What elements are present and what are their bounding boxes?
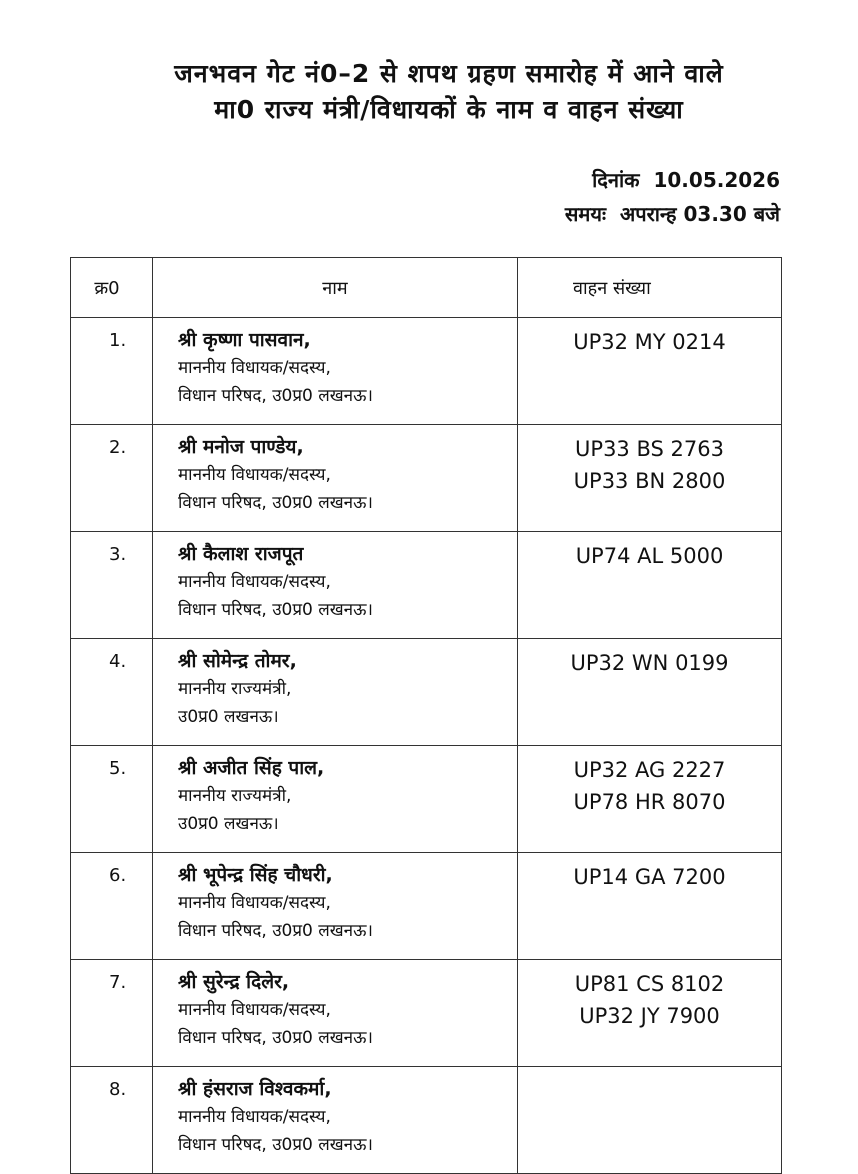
date-label: दिनांक bbox=[592, 168, 640, 192]
person-name: श्री कृष्णा पासवान, bbox=[178, 329, 311, 351]
serial-number-cell: 6. bbox=[71, 853, 153, 960]
document-title-line-1: जनभवन गेट नं0–2 से शपथ ग्रहण समारोह में आने वाले bbox=[174, 59, 724, 88]
office-location: विधान परिषद, उ0प्र0 लखनऊ। bbox=[178, 921, 373, 941]
vehicle-list-table bbox=[70, 257, 782, 1174]
designation: माननीय विधायक/सदस्य, bbox=[178, 358, 331, 378]
table-row bbox=[71, 639, 782, 746]
header-vehicle-number: वाहन संख्या bbox=[518, 258, 782, 318]
person-name: श्री सोमेन्द्र तोमर, bbox=[178, 650, 297, 672]
header-name: नाम bbox=[153, 258, 518, 318]
vehicle-number-cell bbox=[518, 746, 782, 853]
person-name: श्री सुरेन्द्र दिलेर, bbox=[178, 971, 290, 993]
person-name: श्री हंसराज विश्वकर्मा, bbox=[178, 1078, 332, 1100]
time-label: समयः bbox=[564, 202, 606, 226]
name-cell bbox=[153, 532, 518, 639]
table-row bbox=[71, 532, 782, 639]
person-name: श्री कैलाश राजपूत bbox=[178, 543, 304, 565]
name-cell bbox=[153, 318, 518, 425]
office-location: विधान परिषद, उ0प्र0 लखनऊ। bbox=[178, 1135, 373, 1155]
table-row bbox=[71, 1067, 782, 1174]
table-body bbox=[71, 318, 782, 1174]
office-location: विधान परिषद, उ0प्र0 लखनऊ। bbox=[178, 600, 373, 620]
designation: माननीय विधायक/सदस्य, bbox=[178, 1000, 331, 1020]
vehicle-plate: UP32 JY 7900 bbox=[579, 1004, 720, 1028]
document-title-line-2: मा0 राज्य मंत्री/विधायकों के नाम व वाहन संख्या bbox=[214, 95, 684, 124]
person-name: श्री भूपेन्द्र सिंह चौधरी, bbox=[178, 864, 333, 886]
table-row bbox=[71, 853, 782, 960]
vehicle-plate: UP74 AL 5000 bbox=[575, 544, 724, 568]
serial-number-cell: 1. bbox=[71, 318, 153, 425]
designation: माननीय राज्यमंत्री, bbox=[178, 679, 292, 699]
serial-number-cell: 3. bbox=[71, 532, 153, 639]
vehicle-plate: UP33 BN 2800 bbox=[573, 469, 726, 493]
name-cell bbox=[153, 960, 518, 1067]
office-location: उ0प्र0 लखनऊ। bbox=[178, 707, 279, 727]
vehicle-plate: UP32 MY 0214 bbox=[573, 330, 726, 354]
table-row bbox=[71, 960, 782, 1067]
designation: माननीय विधायक/सदस्य, bbox=[178, 465, 331, 485]
table-row bbox=[71, 425, 782, 532]
serial-number-cell: 4. bbox=[71, 639, 153, 746]
vehicle-number-cell bbox=[518, 853, 782, 960]
vehicle-number-cell bbox=[518, 532, 782, 639]
person-name: श्री मनोज पाण्डेय, bbox=[178, 436, 304, 458]
office-location: विधान परिषद, उ0प्र0 लखनऊ। bbox=[178, 386, 373, 406]
serial-number-cell: 7. bbox=[71, 960, 153, 1067]
vehicle-plate: UP14 GA 7200 bbox=[573, 865, 726, 889]
table-row bbox=[71, 746, 782, 853]
name-cell bbox=[153, 1067, 518, 1174]
time-value: अपरान्ह 03.30 बजे bbox=[619, 202, 780, 226]
name-cell bbox=[153, 746, 518, 853]
office-location: उ0प्र0 लखनऊ। bbox=[178, 814, 279, 834]
vehicle-number-cell bbox=[518, 425, 782, 532]
vehicle-number-cell bbox=[518, 1067, 782, 1174]
table-header-row bbox=[71, 258, 782, 318]
time-line bbox=[565, 200, 780, 227]
serial-number-cell: 8. bbox=[71, 1067, 153, 1174]
name-cell bbox=[153, 853, 518, 960]
designation: माननीय विधायक/सदस्य, bbox=[178, 1107, 331, 1127]
office-location: विधान परिषद, उ0प्र0 लखनऊ। bbox=[178, 1028, 373, 1048]
name-cell bbox=[153, 639, 518, 746]
vehicle-number-cell bbox=[518, 318, 782, 425]
person-name: श्री अजीत सिंह पाल, bbox=[178, 757, 325, 779]
vehicle-plate: UP32 WN 0199 bbox=[570, 651, 729, 675]
designation: माननीय विधायक/सदस्य, bbox=[178, 572, 331, 592]
serial-number-cell: 5. bbox=[71, 746, 153, 853]
table-row bbox=[71, 318, 782, 425]
vehicle-plate: UP81 CS 8102 bbox=[574, 972, 725, 996]
vehicle-number-cell bbox=[518, 960, 782, 1067]
designation: माननीय विधायक/सदस्य, bbox=[178, 893, 331, 913]
name-cell bbox=[153, 425, 518, 532]
date-line bbox=[592, 166, 780, 193]
designation: माननीय राज्यमंत्री, bbox=[178, 786, 292, 806]
vehicle-plate: UP78 HR 8070 bbox=[573, 790, 726, 814]
office-location: विधान परिषद, उ0प्र0 लखनऊ। bbox=[178, 493, 373, 513]
vehicle-plate: UP33 BS 2763 bbox=[575, 437, 724, 461]
date-value: 10.05.2026 bbox=[653, 168, 780, 192]
vehicle-plate: UP32 AG 2227 bbox=[573, 758, 726, 782]
serial-number-cell: 2. bbox=[71, 425, 153, 532]
vehicle-number-cell bbox=[518, 639, 782, 746]
header-serial-number: क्र0 bbox=[71, 258, 153, 318]
